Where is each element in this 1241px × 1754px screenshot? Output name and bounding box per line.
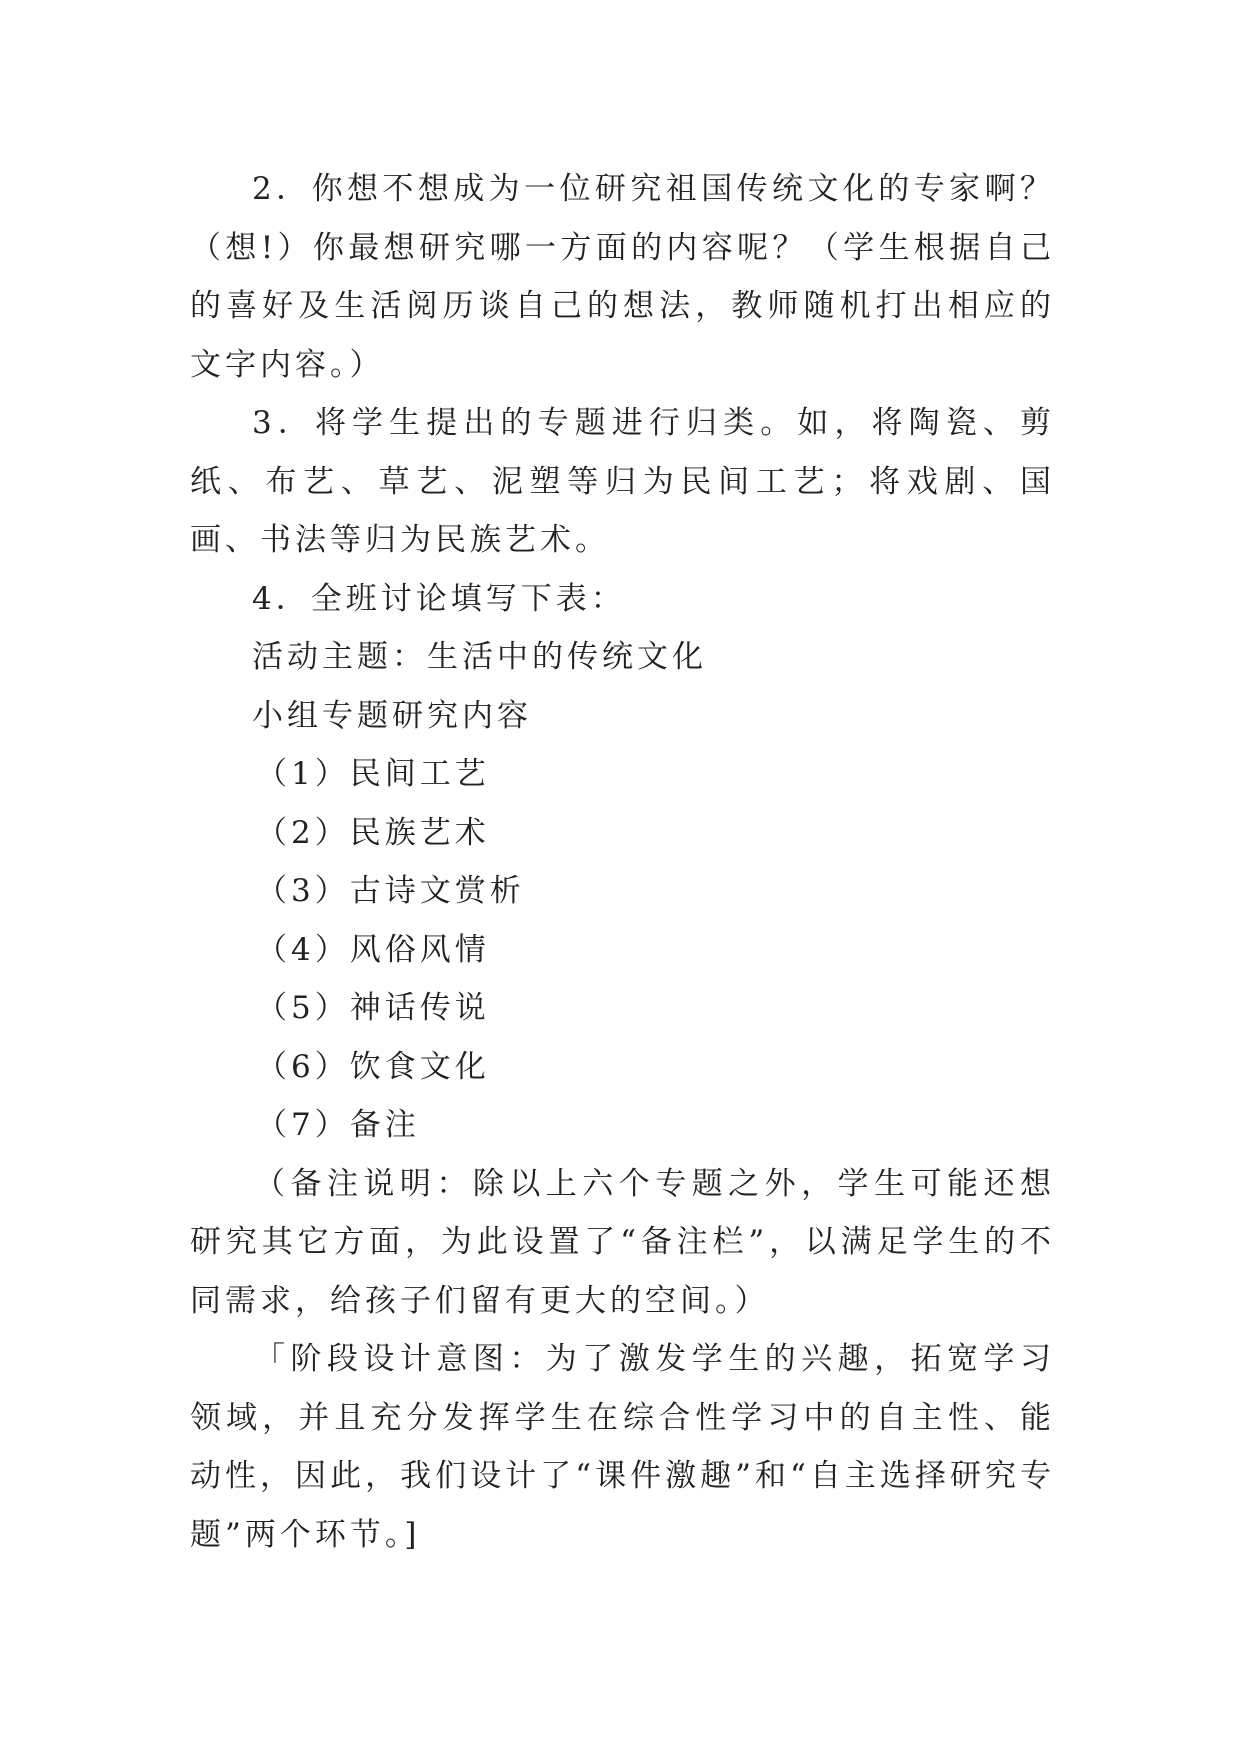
paragraph-2: 2．你想不想成为一位研究祖国传统文化的专家啊？（想!）你最想研究哪一方面的内容呢？（学生根据自己的喜好及生活阅历谈自己的想法，教师随机打出相应的文字内容。） [190, 171, 1055, 383]
list-item: （3）古诗文赏析 [256, 873, 525, 909]
paragraph-4: 4．全班讨论填写下表： [252, 580, 626, 617]
list-item: （2）民族艺术 [256, 814, 490, 851]
topics-list [190, 745, 1055, 1155]
topics-header: 小组专题研究内容 [252, 697, 532, 734]
list-item: （6）饮食文化 [256, 1048, 490, 1085]
paragraph-3: 3．将学生提出的专题进行归类。如，将陶瓷、剪纸、布艺、草艺、泥塑等归为民间工艺；将戏剧、国画、书法等归为民族艺术。 [190, 405, 1055, 558]
list-item: （7）备注 [256, 1107, 420, 1143]
list-item: （5）神话传说 [256, 990, 490, 1026]
activity-theme: 活动主题：生活中的传统文化 [252, 639, 707, 675]
list-item: （4）风俗风情 [256, 931, 490, 968]
design-intent-note: 「阶段设计意图：为了激发学生的兴趣，拓宽学习领域，并且充分发挥学生在综合性学习中的自主性、能动性，因此，我们设计了“课件激趣”和“自主选择研究专题”两个环节。] [190, 1341, 1055, 1553]
document-page [190, 160, 1055, 1564]
remark-note: （备注说明：除以上六个专题之外，学生可能还想研究其它方面，为此设置了“备注栏”，以满足学生的不同需求，给孩子们留有更大的空间。） [190, 1165, 1055, 1319]
list-item: （1）民间工艺 [256, 756, 490, 792]
